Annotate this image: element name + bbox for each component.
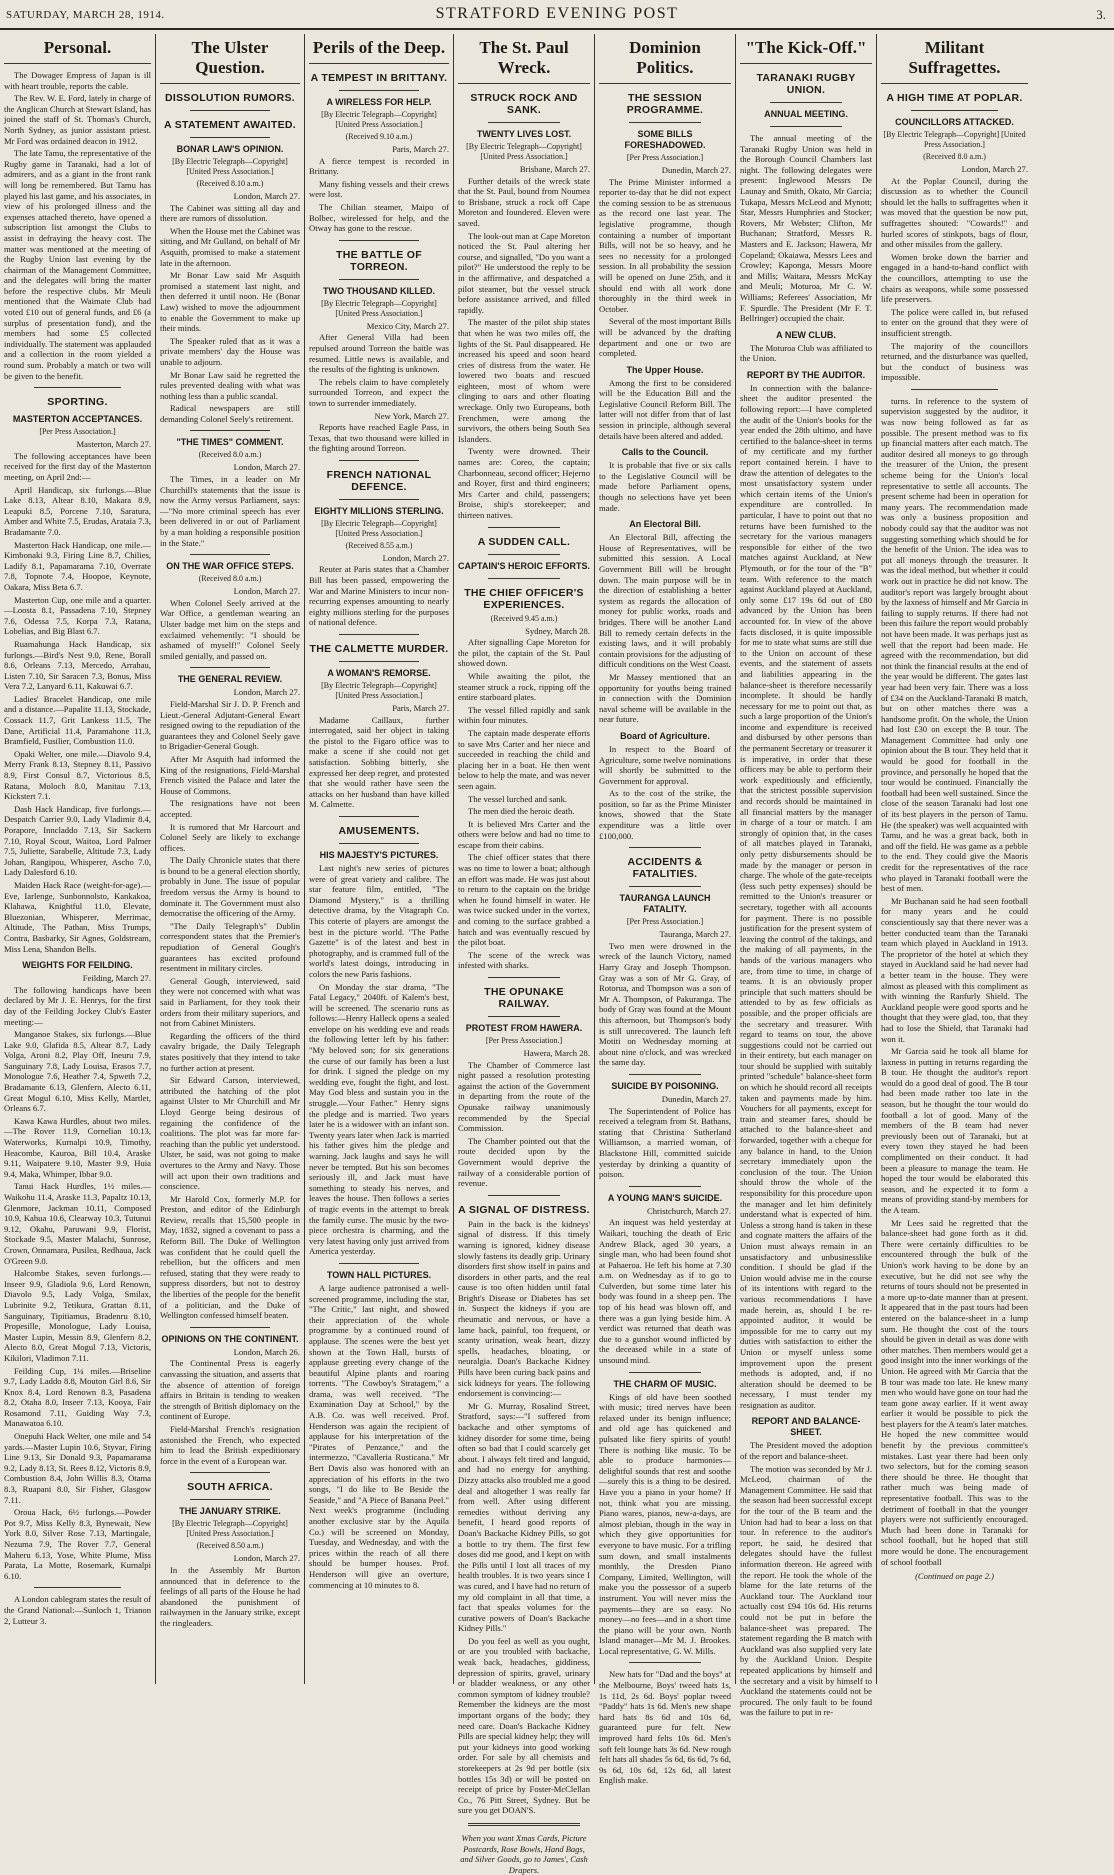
paragraph: Masterton Hack Handicap, one mile.—Kimbonaki 9.3, Firing Line 8.7, Chilies, Ladify 8.1, Papamarama 7.10, Overrate 7.8, Topnote 7.4, Hoopoe, Keynote, Oakara, Miss Beta 6.7.	[4, 539, 151, 592]
dateline: London, March 27.	[382, 552, 449, 563]
dateline: Feilding, March 27.	[82, 973, 151, 984]
paragraph: Many fishing vessels and their crews were lost.	[309, 178, 449, 200]
paragraph: After signalling Cape Moreton for the pilot, the captain of the St. Paul showed down.	[458, 637, 590, 669]
headline: SPORTING.	[47, 396, 108, 409]
news-credit: (Received 9.10 a.m.)	[345, 132, 413, 141]
paragraph: The scene of the wreck was infested with sharks.	[458, 949, 590, 971]
paragraph: Onepuhi Hack Welter, one mile and 54 yards.—Master Lupin 10.6, Styvar, Firing Line 9.13, Sir Donald 9.3, Papamarama 9.2, Lady 8.13, St. Rees 8.12, Victoris 8.9, Combustion 8.4, John Willis 8.3, Otama 8.3, Ruapani 8.0, Sir Fisher, Glasgow 7.11.	[4, 1431, 151, 1505]
dateline: London, March 27.	[233, 191, 300, 201]
dateline: Dunedin, March 27.	[661, 165, 731, 175]
footnote: (Continued on page 2.)	[915, 1571, 994, 1582]
column-personal	[0, 34, 155, 1686]
paragraph: turns. In reference to the system of supervision suggested by the auditor, it was now being followed as far as possible. The present method was to fix up financial matters after each match. The auditor desired all moneys to go through the treasurer of the Union, the present scheme being for the Union's local representative to settle all accounts. The present scheme had been in operation for many years. The recommendation made was only a business proposition and nobody could say that the auditor was not suggesting something which should be for the benefit of the Union. The idea was to put all moneys through the treasurer. It was the ideal method, but whether it could work out in practice he did not know. The auditor's report was largely brought about by the laxness of himself and Mr Garcia in failing to supply returns. If there had not been this failure the report would probably not have been made. It was perhaps just as well that the report had been made. He agreed with the recommendation, but did not think the financial results at the end of the year would be different. The gates last year had been very fair. There was a loss of £34 on the Auckland-Taranaki B match, but on other matches there was a handsome profit. On the whole, the Union had lost £30 on except the B tour. The Management Committee had only one opinion about the B tour. They held that it would be good for football in the province, and personally he hoped that the tour would be continued. Financially the football had been well sustained. Since the close of the season Taranaki had lost one of its best players in the person of Tamu. He (the speaker) was well acquainted with Tamu, and he was a great back, both in and off the field. He was game as a pebble to the end. They could give the Maoris credit for the representatives of the race who played in Taranaki football were the best of men.	[881, 395, 1029, 894]
paragraph: It is believed Mrs Carter and the others were below and had no time to escape from their cabins.	[458, 818, 590, 850]
section-divider	[488, 1016, 560, 1017]
headline: A HIGH TIME AT POPLAR.	[886, 92, 1023, 104]
paragraph: "The Daily Telegraph's" Dublin correspondent states that the Premier's repudiation of General Gough's guarantees has excited profound resentment in military circles.	[160, 920, 300, 974]
paragraph: An inquest was held yesterday at Waikari, touching the death of Eric Andrew Black, aged 30 years, a single man, who had been found shot at Pahaeroa. He left his home at 7.30 a.m. on Wednesday as if to go to Culverden, but some time later his body was found in a sheep pen. The top of his head was blown off, and there was a gun lying beside him. A verdict was returned that death was due to a gunshot wound inflicted by the deceased while in a state of unsound mind.	[599, 1217, 731, 1366]
section-divider	[339, 661, 419, 662]
dateline: London, March 27.	[961, 164, 1028, 174]
page-number: 3.	[1096, 7, 1106, 22]
paragraph: While awaiting the pilot, the steamer struck a rock, ripping off the entire starboard plates.	[458, 670, 590, 703]
paragraph: In the Assembly Mr Burton announced that in deference to the feelings of all parts of the House he had abandoned the punishment of railwaymen in the January strike, except the ringleaders.	[160, 1564, 300, 1628]
news-credit: [By Electric Telegraph—Copyright] [United Press Association.]	[321, 681, 437, 701]
headline: STRUCK ROCK AND SANK.	[470, 92, 578, 116]
paragraph: Women broke down the barrier and engaged in a hand-to-hand conflict with the councillors, attempting to use the chairs as weapons, while some possessed life preservers.	[881, 251, 1028, 305]
paragraph: At the Poplar Council, during the discussion as to whether the Council should let the halls to suffragettes when it was moved that the question be now put, suffragettes shouted: "Cowards!" and hurled scores of stinkpots, bags of flour, and other missiles from the gallery.	[881, 175, 1028, 250]
paragraph: Field-Marshal French's resignation astonished the French, who expected him to lead the British expeditionary force in the event of a European war.	[160, 1423, 300, 1466]
section-divider	[488, 527, 560, 528]
paragraph: After General Villa had been repulsed around Torreon the battle was resumed. Little news is available, and the results of the fighting is unknown.	[309, 332, 449, 375]
news-credit: (Received 8.0 a.m.)	[198, 450, 262, 460]
headline: A SIGNAL OF DISTRESS.	[458, 1203, 590, 1216]
masthead	[0, 0, 1114, 30]
news-credit: [Per Press Association.]	[626, 153, 704, 162]
paragraph: When the House met the Cabinet was sitting, and Mr Gulland, on behalf of Mr Asquith, promised to make a statement late in the afternoon.	[160, 225, 300, 268]
subheading: A WIRELESS FOR HELP.	[326, 97, 432, 107]
paragraph: Last night's new series of pictures were of great variety and calibre. The star feature film, entitled, "The Diamond Mystery," is a thrilling detective drama, by the Vitagraph Co. This coterie of players are amongst the best in the picture world. "The Pathe Gazette" is of the latest and best in photography, and is crammed full of the world's latest doings, introducing in colors the new Paris fashions.	[309, 862, 449, 979]
paragraph: Mr G. Murray, Rosalind Street, Stratford, says:—"I suffered from backache and other symptoms of kidney disorder for some time, being often so bad that I could scarcely get about. I always felt tired and languid, and had no energy for anything. Dizzy attacks also troubled me a good deal and altogether I was really far from well. After using different remedies without deriving any benefit, I heard good reports of Doan's Backache Kidney Pills, so got a bottle to try them. The first few doses did me good, and I kept on with the Pills until I lost all traces of my health troubles. It is two years since I was cured, and I have had no return of my old complaint in all that time, a fact that speaks volumes for the curative powers of Doan's Backache Kidney Pills."	[458, 1400, 590, 1634]
paragraph: Ruamahunga Hack Handicap, six furlongs.—Bird's Nest 9.0, Rene, Borall 8.6, Orleans 7.13, Mercedo, Arrahau, Listen 7.10, Sir Saracen 7.3, Bonus, Miss Vera 7.2, Lanyard 6.11, Kakuwai 6.7.	[4, 638, 151, 692]
subheading: REPORT AND BALANCE-SHEET.	[751, 1416, 861, 1438]
paragraph: April Handicap, six furlongs.—Blue Lake 8.13, Altear 8.10, Makara 8.9, Leapuki 8.5, Porcene 7.10, Saratura, Amber and White 7.5, Erudas, Arataia 7.3, Bradamante 7.0.	[4, 484, 151, 537]
subheading: REPORT BY THE AUDITOR.	[746, 369, 866, 380]
paragraph: The men died the heroic death.	[468, 806, 575, 817]
paragraph: Dash Hack Handicap, five furlongs.—Despatch Carrier 9.0, Lady Vladimir 8.4, Porapore, Inncladdo 7.13, Sir Sackern 7.10, Royal Scout, Waitoa, Lord Palmer 7.5, Juliette, Sarabelle, Altitude 7.3, Lady Johan, Rangipou, Whisperer, Ascho 7.0, Lady Dalesford 6.10.	[4, 803, 151, 878]
headline: A TEMPEST IN BRITTANY.	[310, 72, 448, 84]
paragraph: Masterton Cup, one mile and a quarter.—Loosta 8.1, Passadena 7.10, Stepney 7.6, Odessa 7.5, Korpa 7.3, Ratana, Lobelias, and Big Blast 6.7.	[4, 594, 151, 637]
paragraph: The resignations have not been accepted.	[160, 798, 300, 819]
paragraph: The captain made desperate efforts to save Mrs Carter and her niece and succeeded in reaching the child and placing her in a boat. He then went below to help the mate, and was never seen again.	[458, 727, 590, 791]
paragraph: The Dowager Empress of Japan is ill with heart trouble, reports the cable.	[4, 70, 151, 91]
subheading: THE CHARM OF MUSIC.	[613, 1378, 717, 1389]
paragraph: Opaki Welter, one mile.—Diavolo 9.4, Merry Frank 8.13, Stepney 8.11, Passivo 8.9, First Consul 8.7, Victorious 8.5, Ratana, Moloch 8.0, Manitau 7.13, Kickstert 7.1.	[4, 748, 151, 802]
section-divider	[488, 122, 560, 123]
paragraph: The chief officer states that there was no time to lower a boat; although an effort was made. He was just about to return to the captain on the bridge when he found himself in water. He was twice sucked under in the vortex, and coming to the surface grabbed a hatch and was eventually rescued by the pilot boat.	[458, 852, 590, 948]
dateline: Masterton, March 27.	[76, 439, 151, 450]
news-credit: [By Electric Telegraph—Copyright] [United Press Association.]	[321, 518, 437, 538]
paragraph: Mr Buchanan said he had seen football for many years and he could conscientiously say that there never was a better conducted team than the Taranaki team which played in Auckland in 1913. The proprietor of the hotel at which they stayed in Auckland said he had never had a better team in the house. They were almost as pleased with this compliment as with winning the Ranfurly Shield. The Auckland people were good sports and he thought that they were glad, too, that they had to lose the Shield, that Taranaki had won it.	[881, 895, 1028, 1044]
subheading: ON THE WAR OFFICE STEPS.	[166, 561, 294, 572]
news-credit: [By Electric Telegraph—Copyright] [United Press Association.]	[321, 298, 437, 318]
section-divider	[190, 110, 270, 111]
section-divider	[629, 1186, 701, 1187]
paragraph: The following acceptances have been received for the first day of the Masterton meeting, on April 2nd:—	[4, 450, 151, 482]
dateline: Mexico City, March 27.	[366, 320, 449, 331]
section-divider	[339, 279, 419, 280]
paragraph: On Monday the star drama, "The Fatal Legacy," 2040ft. of Kalem's best, will be screened. The scenario runs as follows:—Henry Halleck opens a sealed envelope on his wedding eve and reads the following letter left by his father: "My beloved son; for six generations the curse of our family has been a lust for drink. I signed the pledge on my wedding eve, fought the fight, and lost. May God bless and sustain you in the struggle.—Your Father." Henry signs the pledge and is married. Two years later he is a widower with an infant son. Twenty years later when Jack is married his father gives him the pledge and warning. Jack laughs and says he will never be tempted. But his son becomes seriously ill, and Jack must have something to steady his nerves, and leaves the house. Then follows a series of tragic events in the attempt to break the family curse. The music by the two-piece orchestra is charming, and the very latest having only just arrived from America yesterday.	[309, 981, 449, 1257]
paragraph: The Times, in a leader on Mr Churchill's statements that the issue is now the Army versus Parliament, says:—"No more criminal speech has ever been delivered in or out of Parliament by a man holding a responsible position in the State."	[160, 474, 300, 548]
subheading: THE JANUARY STRIKE.	[179, 1506, 281, 1517]
section-divider	[190, 430, 270, 431]
paragraph: Madame Caillaux, further interrogated, said her object in taking the pistol to the Figaro office was to make a scene if she could not get satisfaction. Sobbing bitterly, she expressed her deep regret, and protested that she would rather have seen the attacks on her husband than have killed M. Calmette.	[309, 714, 449, 810]
column-title: The St. Paul Wreck.	[458, 38, 590, 84]
section-divider	[629, 1372, 701, 1373]
paragraph: The Chamber pointed out that the route decided upon by the Government would deprive the railway of a considerable portion of revenue.	[458, 1135, 590, 1189]
headline: THE OPUNAKE RAILWAY.	[484, 986, 564, 1010]
dateline: Paris, March 27.	[392, 703, 449, 714]
column-title: Perils of the Deep.	[309, 38, 449, 64]
paragraph: The majority of the councillors returned, and the disturbance was quelled, but the conduct of business was impossible.	[881, 340, 1028, 383]
paragraph: Several of the most important Bills will be advanced by the drafting department and one or two are completed.	[599, 316, 731, 359]
news-credit: (Received 8.0 a.m.)	[198, 574, 262, 584]
headline: ACCIDENTS & FATALITIES.	[627, 856, 703, 881]
column-title: Dominion Politics.	[599, 38, 731, 84]
paragraph: As to the cost of the strike, the position, so far as the Prime Minister knows, showed that the State expenditure was a little over £100,000.	[599, 788, 731, 841]
subheading: TWO THOUSAND KILLED.	[323, 285, 435, 296]
dateline: London, March 27.	[233, 687, 300, 698]
paragraph: Further details of the wreck state that the St. Paul, bound from Noumea to Brisbane, struck a rock off Cape Moreton and foundered. Eleven were saved.	[458, 175, 590, 228]
paragraph: Radical newspapers are still demanding Colonel Seely's retirement.	[160, 403, 300, 424]
section-divider	[190, 1499, 270, 1500]
dateline: Sydney, March 28.	[525, 625, 590, 636]
headline: THE BATTLE OF TORREON.	[336, 248, 422, 273]
section-divider	[770, 102, 842, 103]
headline: A SUDDEN CALL.	[477, 535, 571, 548]
paragraph: The annual meeting of the Taranaki Rugby Union was held in the Borough Council Chambers last night. The following delegates were present: Inglewood Messrs De Launay and Smith, Okato, Mr Garcia; Tukapa, Messrs McLeod and Mynott; Star, Messrs Humphries and Stocker; Rovers, Mr Webster; Clifton, Mr Buchanan; Stratford, Messrs R. Masters and E. Jackson; Hawera, Mr Copeland; Okaiawa, Messrs Lees and Crowley; Kaponga, Messrs Moore and Mills; Waitara, Messrs McKay and Meuli; Moturoa, Mr C. W. Williams; Referees' Association, Mr F. Spurdle. The President (Mr F. T. Bellringer) occupied the chair.	[740, 133, 872, 324]
paragraph: The Cabinet was sitting all day and there are rumors of dissolution.	[160, 202, 300, 224]
column-st-paul-wreck	[454, 34, 594, 1875]
issue-date: SATURDAY, MARCH 28, 1914.	[6, 9, 165, 21]
subheading: CAPTAIN'S HEROIC EFFORTS.	[458, 560, 590, 571]
newspaper-title: STRATFORD EVENING POST	[435, 5, 679, 22]
paragraph: After Mr Asquith had informed the King of the resignations, Field-Marshal French visited the Palace and later the House of Commons.	[160, 753, 300, 796]
paragraph: Do you feel as well as you ought, or are you troubled with backache, weak back, headaches, giddiness, depression of spirits, gravel, urinary or bladder weakness, or any other common symptom of kidney trouble? Remember the kidneys are the most important organs of the body; they need care. Doan's Backache Kidney Pills are special kidney help; they will put your kidneys into good working order. For sale by all chemists and storekeepers at 2s 9d per bottle (six bottles 15s 3d) or will be posted on receipt of price by Foster-McClellan Co., 76 Pitt Street, Sydney. But be sure you get DOAN'S.	[458, 1635, 590, 1816]
section-divider	[339, 634, 419, 635]
headline: THE SESSION PROGRAMME.	[626, 92, 704, 116]
subheading: THE GENERAL REVIEW.	[177, 674, 283, 685]
subheading: TAURANGA LAUNCH FATALITY.	[619, 893, 711, 915]
subheading: A NEW CLUB.	[776, 329, 836, 340]
section-divider	[339, 499, 419, 500]
paragraph: A large audience patronised a well-screened programme, including the star, "The Critic," last night, and showed their appreciation of the whole programme by a continued round of applause. The scenes were the best yet shown at the Town Hall, bursts of applause greeting every change of the beautiful Alpine plants and roaring torrents. "The Cowboy's Stratagem," a drama, was well received. "The Examination Day at School," by the A.B. Co. was well received. Prof. Henderson was again the recipient of applause for his interpretation of the "Pirates of Penzance," and the intermezzo, "Cavalleria Rusticana." Mr Bert Davis also was honored with an appreciation of his efforts in the two songs, "I do like to Be Beside the Seaside," and "A Piece of Banana Peel." Next week's programme (including another exclusive star by the Aquila Co.) will be screened on Monday, Tuesday, and Wednesday, and with the prices within the reach of all there should be bumper houses. Prof. Henderson will give an overture, commencing at 10 minutes to 8.	[309, 1282, 449, 1590]
news-credit: [By Electric Telegraph—Copyright] [United Press Association.]	[883, 130, 1026, 149]
paragraph: Mr Bonar Law said he regretted the rules prevented dealing with what was nothing less than a public scandal.	[160, 369, 300, 401]
paragraph: The motion was seconded by Mr J. McLeod, chairman of the Management Committee. He said that the season had been successful except for the tour of the B team and the Union had had to bear a loss on that tour. In reference to the auditor's report, he said, he desired that delegates should have the fullest information thereon. He agreed with the report. He took the whole of the blame for the late returns of the Auckland tour. The Auckland tour actually cost £94 10s 6d. His returns could not be put in before the balance-sheet was prepared. The statement regarding the B match with Auckland was also supplied very late by the Auckland Union. Despite repeated applications by himself and the secretary and a visit by himself to Auckland the statements could not be procured. The only fault to be found was the failure to put in re-	[740, 1463, 872, 1718]
section-divider	[911, 389, 998, 390]
paragraph: The vessel filled rapidly and sank within four minutes.	[458, 704, 590, 726]
news-credit: [Per Press Association.]	[626, 917, 704, 927]
dateline: Paris, March 27.	[392, 144, 449, 154]
section-divider	[488, 578, 560, 579]
paragraph: The vessel lurched and sank.	[468, 793, 568, 804]
paragraph: A London cablegram states the result of the Grand National:—Sunloch 1, Trianon 2, Lutteur 3.	[4, 1594, 151, 1626]
subheading: SOME BILLS FORESHADOWED.	[624, 129, 706, 150]
section-divider	[190, 137, 270, 138]
dateline: Tauranga, March 27.	[659, 929, 731, 940]
paragraph: When Colonel Seely arrived at the War Office, a gentleman wearing an Ulster badge met him on the steps and exclaimed vehemently: "I should be ashamed of myself!" Colonel Seely smiled genially, and passed on.	[160, 597, 300, 661]
section-divider	[629, 886, 701, 887]
subheading: "THE TIMES" COMMENT.	[176, 437, 284, 448]
paragraph: The Rev. W. E. Ford, lately in charge of the Anglican Church at Stewart Island, has joined the staff of St. Thomas's Church, North Sydney, as junior assistant priest. Mr Ford was ordained deacon in 1912.	[4, 93, 151, 146]
subheading: PROTEST FROM HAWERA.	[465, 1023, 583, 1033]
paragraph: Twenty were drowned. Their names are: Coreo, the captain; Charbonneau, second officer; Hejerno and Royer, first and third engineers; Mrs Carter and child, passengers; Broise, ship's storekeeper; and thirteen natives.	[458, 446, 590, 520]
section-divider	[629, 1662, 701, 1663]
subheading: COUNCILLORS ATTACKED.	[895, 117, 1014, 127]
paragraph: Field-Marshal Sir J. D. P. French and Lieut.-General Adjutant-General Ewart resigned owing to the repudiation of the guarantees they and Colonel Seely gave to Brigadier-General Gough.	[160, 698, 300, 752]
news-credit: (Received 8.10 a.m.)	[196, 179, 264, 188]
headline: FRENCH NATIONAL DEFENCE.	[326, 468, 432, 493]
column-title: Militant Suffragettes.	[881, 38, 1028, 84]
subheading: TWENTY LIVES LOST.	[476, 129, 572, 139]
paragraph: General Gough, interviewed, said they were not concerned with what was said in Parliament, for they took their orders from their military superiors, and not from Cabinet Ministers.	[160, 975, 300, 1029]
paragraph: It is probable that five or six calls to the Legislative Council will be made before Parliament opens, though no selections have yet been made.	[599, 460, 731, 513]
section-divider	[190, 667, 270, 668]
news-credit: [By Electric Telegraph—Copyright] [United Press Association.]	[172, 1519, 288, 1539]
section-divider	[339, 90, 419, 91]
news-credit: [By Electric Telegraph—Copyright] [United Press Association.]	[466, 142, 582, 161]
section-divider	[339, 843, 419, 844]
paragraph: The Superintendent of Police has received a telegram from St. Bathans, stating that Christina Sutherland Williamson, a married woman, of Blackstone Hill, committed suicide yesterday by drinking a quantity of poison.	[599, 1105, 731, 1180]
dateline: Brisbane, March 27.	[519, 164, 590, 174]
paragraph: The Chilian steamer, Maipo of Bolbec, wirelessed for help, and the Otway has gone to the rescue.	[309, 201, 449, 234]
news-credit: (Received 9.45 a.m.)	[490, 613, 558, 623]
paragraph: Kawa Kawa Hurdles, about two miles.—The Rover 11.9, Cornelian 10.13, Waterworks, Kurnalpi 10.9, Timothy, Heacombe, Kauroa, Bill 10.4, Araske 9.11, Waipatere 9.10, Master 9.9, Huia 9.4, Maka, Whimper, Ibbar 9.0.	[4, 1115, 151, 1179]
section-divider	[339, 240, 419, 241]
paragraph: The following handicaps have been declared by Mr J. E. Henrys, for the first day of the Feilding Jockey Club's Easter meeting:—	[4, 984, 151, 1027]
news-credit: (Received 8.0 a.m.)	[923, 152, 986, 161]
subheading: EIGHTY MILLIONS STERLING.	[314, 505, 444, 516]
section-divider	[488, 554, 560, 555]
paragraph: In connection with the balance-sheet the auditor presented the following report:—I have completed the audit of the Union's books for the year ended the 28th ultimo, and have certified to the balance-sheet in terms of my certificate and my further report contained herein. I have to draw the attention of delegates to the most unsatisfactory system under which certain items of the Union's expenditure are controlled. In particular, I have to point out that no returns have been furnished to the secretary for the various managers responsible for either of the two matches against Auckland, at New Plymouth, or for the tour of the "B" team. With reference to the match against Auckland played at Auckland, only some £17 19s 6d out of £80 advanced by the Union has been accounted for. In view of the above facts disclosed, it is quite impossible for me to state what sums are still due to the Union on account of these events, and the statement of assets and liabilities appearing in the balance-sheet is therefore necessarily incomplete. It should be hardly necessary for me to point out that, as such a large proportion of the Union's income and expenditure is received and disbursed by other persons than the permanent Secretary or treasurer it is imperative, in order that these officers may be able to perform their work expeditiously and efficiently, that the strictest possible supervision and records should be maintained in all financial matters by the manager in charge of a tour or match. I am strongly of opinion that, in the cases of all matches played in Taranaki, only petty disbursements should be made by the manager or person in charge. The whole of the gate-receipts (less such petty expenses) should be remitted to the Union's treasurer or secretary, together with all accounts for payment. There is no possible justification for the present system of leaving the control of the takings, and the making of all payments, in the hands of the various managers who are, from time to time, in charge of teams. It is an obviously proper principle that such matters should be attended to by as few officials as possible, and the proper officials are the secretary and treasurer. With regard to teams on tour, the above suggestions could not be carried out in their entirety, but each manager on tour should be supplied with suitably printed "schedule" balance-sheet form on which he should record all receipts taken and payments made by him. Vouchers for all payments, except for train and steamer fares, should be attached to the balance-sheet and forwarded, together with a cheque for any balance in hand, to the Union secretary immediately upon the conclusion of the tour. The Union should throw the whole of the responsibility for this procedure upon the manager and let him definitely understand what is expected of him. Unless a strong hand is taken in these and cognate matters the affairs of the Union must always remain in an unsatisfactory and unbusinesslike condition. I should be glad if the Union would advise me in the course of its intentions with regard to the various recommendations I have made herein, as, should I be re-appointed auditor, it would be impossible for me to carry out my duties with satisfaction to either the Union or myself unless some improvement upon the present methods is adopted, and, if no alteration should be deemed to be necessary, I must tender my resignation as auditor.	[740, 382, 872, 1410]
subheading: Board of Agriculture.	[620, 730, 710, 741]
column-militant-suffragettes	[877, 34, 1032, 1686]
subheading: Calls to the Council.	[621, 447, 709, 458]
subheading: A WOMAN'S REMORSE.	[327, 668, 431, 679]
column-perils-of-the-deep	[305, 34, 453, 1686]
section-divider	[911, 110, 998, 111]
paragraph: Ladies' Bracelet Handicap, one mile and a distance.—Papalite 11.13, Stockade, Cossack 11.7, Grit Lankess 11.5, The Dane, Artificial 11.4, Paramahone 11.3, Bramfield, Fusilier, Combustion 11.0.	[4, 693, 151, 747]
paragraph: The Chamber of Commerce last night passed a resolution protesting against the action of the Government in departing from the route of the Opunake railway unanimously recommended by the Special Commission.	[458, 1059, 590, 1134]
headline: A STATEMENT AWAITED.	[164, 119, 296, 131]
subheading: MASTERTON ACCEPTANCES.	[12, 414, 143, 425]
footnote: When you want Xmas Cards, Picture Postcards, Rose Bowls, Hand Bags, and Silver Goods, go to James', Cash Drapers.	[460, 1832, 588, 1875]
paragraph: The Prime Minister informed a reporter to-day that he did not expect the coming session to be as strenuous as the record one last year. The legislative programme, though containing a number of important Bills, will not be so heavy, and he sees no necessity for a prolonged session. In all probability the session will be opened on June 25th, and it should end with all work done thoroughly in the third week in October.	[599, 176, 731, 314]
paragraph: It is rumored that Mr Harcourt and Colonel Seely are likely to exchange offices.	[160, 821, 300, 853]
paragraph: The President moved the adoption of the report and balance-sheet.	[740, 1440, 872, 1462]
paragraph: An Electoral Bill, affecting the House of Representatives, will be submitted this session. A Local Government Bill will be brought down. The main purpose will be in the direction of establishing a better system as regards the allocation of money for public works, roads and bridges. There will be another Land Bill to remedy certain defects in the existing laws, and it will probably contain provisions for the adjusting of difficult conditions on the West Coast.	[599, 532, 731, 670]
paragraph: The police were called in, but refused to enter on the ground that they were of insufficient strength.	[881, 306, 1028, 338]
subheading: A YOUNG MAN'S SUICIDE.	[607, 1192, 723, 1203]
paragraph: The Continental Press is eagerly canvassing the situation, and asserts that the absence of attention of foreign affairs in Britain is tending to weaken the strength of British diplomacy on the continent of Europe.	[160, 1358, 300, 1422]
dateline: London, March 27.	[233, 586, 300, 597]
column-kick-off	[736, 34, 876, 1718]
paragraph: Mr Lees said he regretted that the balance-sheet had gone forth as it did. There were certainly difficulties to be encountered through the bulk of the Union's work having to be done by an executive, but he did not see why the returns of tours should not be presented in a more up-to-date manner than at present. It appeared that in the past tours had been entered on the balance-sheet in a lump sum. He thought the cost of the tours should be given in detail as was done with other matches. Then members would get a good insight into the inner workings of the Union. He agreed with Mr Garcia that the B tour was made too late. He knew many men who would have gone on tour had the team gone away earlier. If it went away earlier it would be possible to pick the best players for the A team's later matches. He hoped the new committee would benefit by the previous committee's mistakes. Last year there had been only two selectors, but for the coming season there should be three. He thought that rather much was being made of representative football. This was to the detriment of football in that the younger players were not sufficiently encouraged. Much had been done in Taranaki for school football, but he hoped that still more would be done. The encouragement of school football	[881, 1217, 1028, 1567]
subheading: ANNUAL MEETING.	[764, 109, 848, 119]
column-title: "The Kick-Off."	[740, 38, 872, 64]
subheading: OPINIONS ON THE CONTINENT.	[161, 1333, 299, 1344]
section-divider	[339, 1263, 419, 1264]
paragraph: The look-out man at Cape Moreton noticed the St. Paul altering her course, and signalled, "Do you want a pilot?" He understood the reply to be in the affirmative, and despatched a pilot steamer, but the vessel struck before assistance arrived, and filled rapidly.	[458, 230, 590, 315]
subheading: TOWN HALL PICTURES.	[326, 1269, 432, 1280]
paragraph: A fierce tempest is recorded in Brittany.	[309, 155, 449, 177]
paragraph: Halcombe Stakes, seven furlongs.—Inseer 9.9, Gladiola 9.6, Lord Renown, Diavolo 9.5, Lady Volga, Smilax, Lubrinite 9.2, Tetikura, Grattan 8.11, Sanguinary, Tipitiamus, Bradenru 8.10, Propesille, Monologue, Lady Louisa, Master Lupin, Messin 8.9, Glenfern 8.2, Alecto 8.0, Great Mogul 7.13, Victoris, Kikilori, Vladimon 7.11.	[4, 1268, 151, 1363]
paragraph: Pain in the back is the kidneys' signal of distress. If this timely warning is ignored, kidney disease slowly fastens its deadly grip. Urinary disorders first show itself in pains and disorders in other parts, and the real cause is too often hidden until fatal Bright's Disease or Diabetes has set in. Suspect the kidneys if you are rheumatic and nervous, or have a lame back, painful, too frequent, or scanty urination, weak heart, dizzy spells, headaches, bloating, or neuralgia. Doan's Backache Kidney Pills have been curing back pains and sick kidneys for years. The following endorsement is convincing:—	[458, 1218, 590, 1399]
section-divider	[339, 460, 419, 461]
news-credit: (Received 8.50 a.m.)	[196, 1541, 264, 1551]
column-title: The Ulster Question.	[160, 38, 300, 84]
subheading: BONAR LAW'S OPINION.	[176, 144, 284, 154]
section-divider	[339, 816, 419, 817]
paragraph: Among the first to be considered will be the Education Bill and the Legislative Council Reform Bill. The latter will not differ from that of last session in principle, although several details have been altered and added.	[599, 377, 731, 441]
subheading: An Electoral Bill.	[629, 519, 701, 530]
paragraph: The rebels claim to have completely surrounded Torreon, and expect the town to surrender immediately.	[309, 376, 449, 408]
paragraph: Mr Massey mentioned that an opportunity for youths being trained in connection with the Dominion naval scheme will be available in the near future.	[599, 671, 731, 725]
section-divider	[629, 847, 701, 848]
paragraph: Reuter at Paris states that a Chamber Bill has been passed, empowering the War and Marine Ministers to incur non-recurring expenses amounting to nearly eighty millions sterling for the purposes of national defence.	[309, 564, 449, 628]
paragraph: Sir Edward Carson, interviewed, attributed the hatching of the plot against Ulster to Mr Churchill and Mr Lloyd George being desirous of regaining the confidence of the coalitions. The plot was far more far-reaching than the public yet understood. Ulster, he said, was not going to make overtures to the Army and Navy. Those will act upon their own traditions and conscience.	[160, 1075, 300, 1192]
paragraph: The Moturoa Club was affiliated to the Union.	[740, 342, 872, 364]
headline: SOUTH AFRICA.	[187, 1481, 273, 1494]
paragraph: The late Tamu, the representative of the Rugby game in Taranaki, had a lot of admirers, and as a giant in the front rank will long be remembered. But Tamu has played his last game, and his associates, in view of his prolonged illness and the expenses attached thereto, have opened a subscription list amongst the Clubs to assist in defraying the heavy cost. The matter was mentioned at the meeting of the Rugby Union last evening by the chairman of the Management Committee, and the delegates will bring the matter before the respective clubs. Mr Meuli mentioned that the Waimate Club had voted £10 out of general funds, and £6 (a surplus of presentation fund), and the members had some £5 collected individually. The statement was applauded and a collection in the room yielded a round sum. Probably a match or two will be given to the benefit.	[4, 148, 151, 381]
news-credit: [Per Press Association.]	[39, 427, 116, 437]
section-divider	[629, 122, 701, 123]
headline: AMUSEMENTS.	[338, 824, 420, 837]
dateline: London, March 27.	[233, 462, 300, 473]
dateline: London, March 26.	[233, 1346, 300, 1357]
news-credit: [By Electric Telegraph—Copyright] [United Press Association.]	[172, 157, 288, 176]
paragraph: Two men were drowned in the wreck of the launch Victory, named Harry Gray and Joseph Thompson. Gray was a son of Mr G. Gray, of Rotorua, and Thompson was a son of Mr A. Thompson, of Pakuranga. The body of Gray was found at the Mount this afternoon, but Thompson's body is still unrecovered. The launch left Motiti on Wednesday morning at about nine o'clock, and was wrecked the same day.	[599, 940, 731, 1068]
news-credit: [By Electric Telegraph—Copyright] [United Press Association.]	[321, 110, 437, 129]
paragraph: New hats for "Dad and the boys" at the Melbourne, Boys' tweed hats 1s, 1s 11d, 2s 6d. Boys' poplar tweed "Paddy" hats 1s 6d. Men's new shape hard hats 8s 6d and 10s 6d, guaranteed pure fur felt. New improved hard felts 10s 6d. Men's soft felt lounge hats 3s 6d. New rough felt hats all shades 5s 6d, 6s 6d, 7s 6d, 9s 6d, 10s 6d, 12s 6d, all latest English make.	[599, 1669, 731, 1786]
column-ulster-question	[156, 34, 304, 1686]
paragraph: Manganoe Stakes, six furlongs.—Blue Lake 9.0, Glafida 8.5, Altear 8.7, Lady Volga, Aroni 8.2, Play Off, Ineuru 7.9, Sanguinary 7.8, Lady Louisa, Erasos 7.7, Monologue 7.6, Heather 7.4, Spweth 7.2, Bradamante 6.13, Glenfern, Alecto 6.11, Great Mogul 6.10, Miss Kelly, Martlet, Orleans 6.7.	[4, 1029, 151, 1114]
headline: TARANAKI RUGBY UNION.	[756, 72, 856, 96]
subheading: HIS MAJESTY'S PICTURES.	[319, 849, 439, 860]
paragraph: Feilding Cup, 1¼ miles.—Briseline 9.7, Lady Laddo 8.8, Mouton Girl 8.6, Sir Knox 8.4, Lord Renown 8.3, Pasadena 8.2, Otaha 8.0, Inseer 7.13, Kooya, Fair Rosamond 7.11, Guiding Way 7.3, Manawatoa 6.10.	[4, 1365, 151, 1429]
paragraph: In respect to the Board of Agriculture, some twelve nominations will shortly be submitted to the Government for approval.	[599, 743, 731, 786]
section-divider	[488, 977, 560, 978]
section-divider	[190, 554, 270, 555]
dateline: New York, March 27.	[374, 410, 449, 421]
section-divider	[629, 1074, 701, 1075]
news-credit: [Per Press Association.]	[485, 1036, 563, 1045]
paragraph: Reports have reached Eagle Pass, in Texas, that two thousand were killed in the fighting around Torreon.	[309, 422, 449, 454]
dateline: London, March 27.	[233, 1553, 300, 1564]
section-divider	[34, 1587, 121, 1588]
column-title: Personal.	[4, 38, 151, 64]
paragraph: Tanui Hack Hurdles, 1½ miles.—Waikohu 11.4, Araske 11.3, Papaltz 10.13, Glenmore, Jackman 10.11, Composed 10.9, Kahua 10.6, Clearway 10.3, Tutunui 9.12, Okahu, Paruwani 9.9, Florist, Stockade 9.5, Master Malachi, Sunrose, Crown, Onnamara, Pusilea, Redhaua, Jack O'Green 9.0.	[4, 1181, 151, 1266]
news-credit: (Received 8.55 a.m.)	[345, 540, 413, 550]
subheading: WEIGHTS FOR FEILDING.	[22, 960, 133, 971]
paragraph: Maiden Hack Race (weight-for-age).—Eve, Iarlenge, Sunbonnolsto, Kankakoa, Klahawa, Knightful 11.0, Elevate, Bluezonian, Whisperer, Merrimac, Altitude, The Pathan, Miss Trumps, Contra, Basbarky, Sir Agnes, Goldstream, Miss Lena, Shandon Bells.	[4, 879, 151, 954]
section-divider	[488, 1195, 560, 1196]
dateline: Christchurch, March 27.	[646, 1205, 731, 1216]
section-divider	[34, 387, 121, 388]
column-dominion-politics	[595, 34, 735, 1786]
dateline: Hawera, March 28.	[523, 1048, 590, 1058]
paragraph: Mr Garcia said he took all blame for laxness in putting in returns regarding the B tour. He thought the auditor's report would do a good deal of good. The B tour had been made rather too late in the season, but he thought the tour would do football a lot of good. Many of the members of the B team had never previously been out of Taranaki, but at every town they stayed he had been complimented on their conduct. It had been a pleasure to manage the team. He hoped the tour would be elaborated this season, and he expected it to form a means of providing stand-by members for the A team.	[881, 1046, 1028, 1215]
paragraph: Oroua Hack, 6½ furlongs.—Powder Pot 9.7, Miss Kelly 8.3, Bynewait, New York 8.0, Silver Rose 7.13, Martingale, Nezuma 7.9, The Rover 7.7, General Maheru 6.13, Yose, White Plume, Miss Parata, La Motte, Rosemark, Kurnalpi 6.10.	[4, 1507, 151, 1581]
headline: THE CALMETTE MURDER.	[309, 643, 449, 656]
subheading: SUICIDE BY POISONING.	[611, 1080, 719, 1091]
paragraph: The Speaker ruled that as it was a private members' day the House was unable to adjourn.	[160, 335, 300, 367]
section-divider	[190, 1472, 270, 1473]
dateline: Dunedin, March 27.	[661, 1093, 731, 1104]
paragraph: Kings of old have been soothed with music; tired nerves have been relaxed under its benign influence; and old age has quickened and pulsated like fiery spirits of youth! There is nothing like music. To be able to produce harmonies—delightful sounds that rest and soothe—surely this is a thing to be desired. Have you a piano in your home? If not, think what you are missing. Piano wares, pianos, new-a-days, are almost plebian, though in the way in which they give opportunities for everyone to have music. For a trifling sum down, and small instalments monthly, the Dresden Piano Company, Limited, Wellington, will make you the possessor of a superb instrument. You will never miss the payments—they are so easy. No money—no fees—and in a short time the piano will be your own. North Island manager—Mr M. J. Brookes. Local representative, G. W. Mills.	[599, 1391, 731, 1656]
section-divider	[190, 1327, 270, 1328]
paragraph: The master of the pilot ship states that when he was two miles off, the lights of the St. Paul disappeared. He increased his speed and soon heard cries of distress from the water. He lowered two boats and rescued eighteen, most of whom were clinging to oars and other floating wreckage. Only two Europeans, both Frenchmen, were among the survivors, the others being South Sea Islanders.	[458, 317, 590, 444]
section-divider	[770, 126, 842, 127]
subheading: The Upper House.	[626, 364, 704, 375]
paragraph: Regarding the officers of the third cavalry brigade, the Daily Telegraph states positively that they intend to take no further action at present.	[160, 1030, 300, 1073]
paragraph: The Daily Chronicle states that there is bound to be a general election shortly, probably in June. The issue of popular freedom versus the Army is bound to dominate it. The Government must also democratise the officering of the Army.	[160, 855, 300, 919]
paragraph: Mr Harold Cox, formerly M.P. for Preston, and editor of the Edinburgh Review, recalls that 15,500 people in May, 1832, signed a covenant to pass a Reform Bill. The Duke of Wellington was confident that he could quell the rebellion, but the officers and men refused, stating that they were ready to suppress disorders, but not to destroy the liberties of the people for the benefit of a politician, and the Duke of Wellington confessed himself beaten.	[160, 1193, 300, 1321]
headline: THE CHIEF OFFICER'S EXPERIENCES.	[464, 586, 584, 611]
section-divider	[468, 1823, 580, 1826]
headline: DISSOLUTION RUMORS.	[165, 92, 295, 104]
paragraph: Mr Bonar Law said Mr Asquith promised a statement last night, and then deferred it until noon. He (Bonar Law) wished to move the adjournment to enable the Government to make up their minds.	[160, 270, 300, 334]
